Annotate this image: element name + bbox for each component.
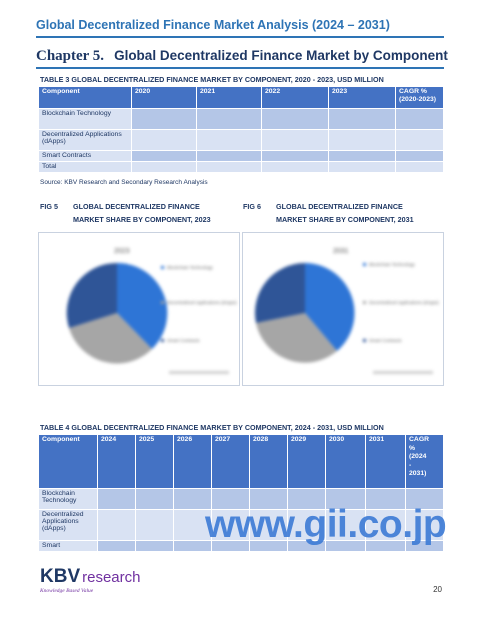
fig5-year-label: 2023 bbox=[114, 248, 130, 255]
fig5-chart-panel bbox=[38, 232, 240, 386]
table-row bbox=[39, 130, 444, 151]
page-number: 20 bbox=[433, 585, 442, 594]
table3-row-label: Total bbox=[39, 162, 132, 173]
table-row bbox=[39, 109, 444, 130]
logo-tagline: Knowledge Based Value bbox=[40, 588, 94, 594]
table3-row-label: Decentralized Applications (dApps) bbox=[39, 130, 132, 151]
table3-row-label: Smart Contracts bbox=[39, 151, 132, 162]
fig5-legend-smart: Smart Contracts bbox=[167, 338, 200, 343]
table3-header-2023: 2023 bbox=[329, 87, 396, 109]
chapter-rule bbox=[36, 67, 444, 69]
table-row bbox=[39, 162, 444, 173]
table4-header-2030: 2030 bbox=[326, 435, 366, 489]
table4-header-2031: 2031 bbox=[366, 435, 406, 489]
fig6-legend-smart: Smart Contracts bbox=[369, 338, 402, 343]
fig6-legend-blockchain: Blockchain Technology bbox=[369, 262, 415, 267]
table4-header-cagr: CAGR % (2024 - 2031) bbox=[406, 435, 444, 489]
table4-header-component: Component bbox=[39, 435, 98, 489]
table3-row-label: Blockchain Technology bbox=[39, 109, 132, 130]
table4-header-2024: 2024 bbox=[98, 435, 136, 489]
logo-research: research bbox=[82, 569, 141, 586]
logo-kbv: KBV bbox=[40, 566, 81, 587]
fig6-chart-panel bbox=[242, 232, 444, 386]
table4-header-2025: 2025 bbox=[136, 435, 174, 489]
table3 bbox=[38, 86, 444, 173]
fig6-legend-dapps: Decentralized Applications (dApps) bbox=[369, 300, 439, 305]
fig6-caption: FIG 6 GLOBAL DECENTRALIZED FINANCE MARKET SHARE BY COMPONENT, 2031 bbox=[243, 202, 414, 224]
chapter-heading bbox=[36, 48, 448, 65]
chapter-title: Global Decentralized Finance Market by Component bbox=[114, 48, 448, 63]
fig5-legend-blockchain: Blockchain Technology bbox=[167, 265, 213, 270]
table4-title: TABLE 4 GLOBAL DECENTRALIZED FINANCE MARKET BY COMPONENT, 2024 - 2031, USD MILLION bbox=[40, 423, 384, 432]
document-header-title: Global Decentralized Finance Market Analysis (2024 – 2031) bbox=[36, 18, 390, 32]
watermark-text: www.gii.co.jp bbox=[205, 503, 447, 546]
table4-header-2026: 2026 bbox=[174, 435, 212, 489]
table3-header-2022: 2022 bbox=[262, 87, 329, 109]
table4-header-2028: 2028 bbox=[250, 435, 288, 489]
table3-header-2020: 2020 bbox=[132, 87, 197, 109]
fig5-legend-dapps: Decentralized Applications (dApps) bbox=[167, 300, 237, 305]
table-row bbox=[39, 151, 444, 162]
table3-header-2021: 2021 bbox=[197, 87, 262, 109]
fig5-pie-chart bbox=[39, 233, 239, 385]
table4-header-2027: 2027 bbox=[212, 435, 250, 489]
table4-row-label: Decentralized Applications (dApps) bbox=[39, 510, 98, 541]
header-rule bbox=[36, 36, 444, 38]
table3-title: TABLE 3 GLOBAL DECENTRALIZED FINANCE MARKET BY COMPONENT, 2020 - 2023, USD MILLION bbox=[40, 75, 384, 84]
source-note: Source: KBV Research and Secondary Research Analysis bbox=[40, 179, 208, 186]
fig6-pie-chart bbox=[243, 233, 443, 385]
chapter-number: Chapter 5. bbox=[36, 48, 105, 64]
fig6-year-label: 2031 bbox=[333, 248, 349, 255]
table4-row-label: Blockchain Technology bbox=[39, 489, 98, 510]
fig5-caption: FIG 5 GLOBAL DECENTRALIZED FINANCE MARKET SHARE BY COMPONENT, 2023 bbox=[40, 202, 211, 224]
kbv-research-logo bbox=[40, 567, 140, 594]
table3-header-cagr: CAGR % (2020-2023) bbox=[396, 87, 444, 109]
table4-row-label: Smart bbox=[39, 541, 98, 552]
table4-header-2029: 2029 bbox=[288, 435, 326, 489]
fig6-slice-smart bbox=[255, 263, 305, 323]
table3-header-component: Component bbox=[39, 87, 132, 109]
